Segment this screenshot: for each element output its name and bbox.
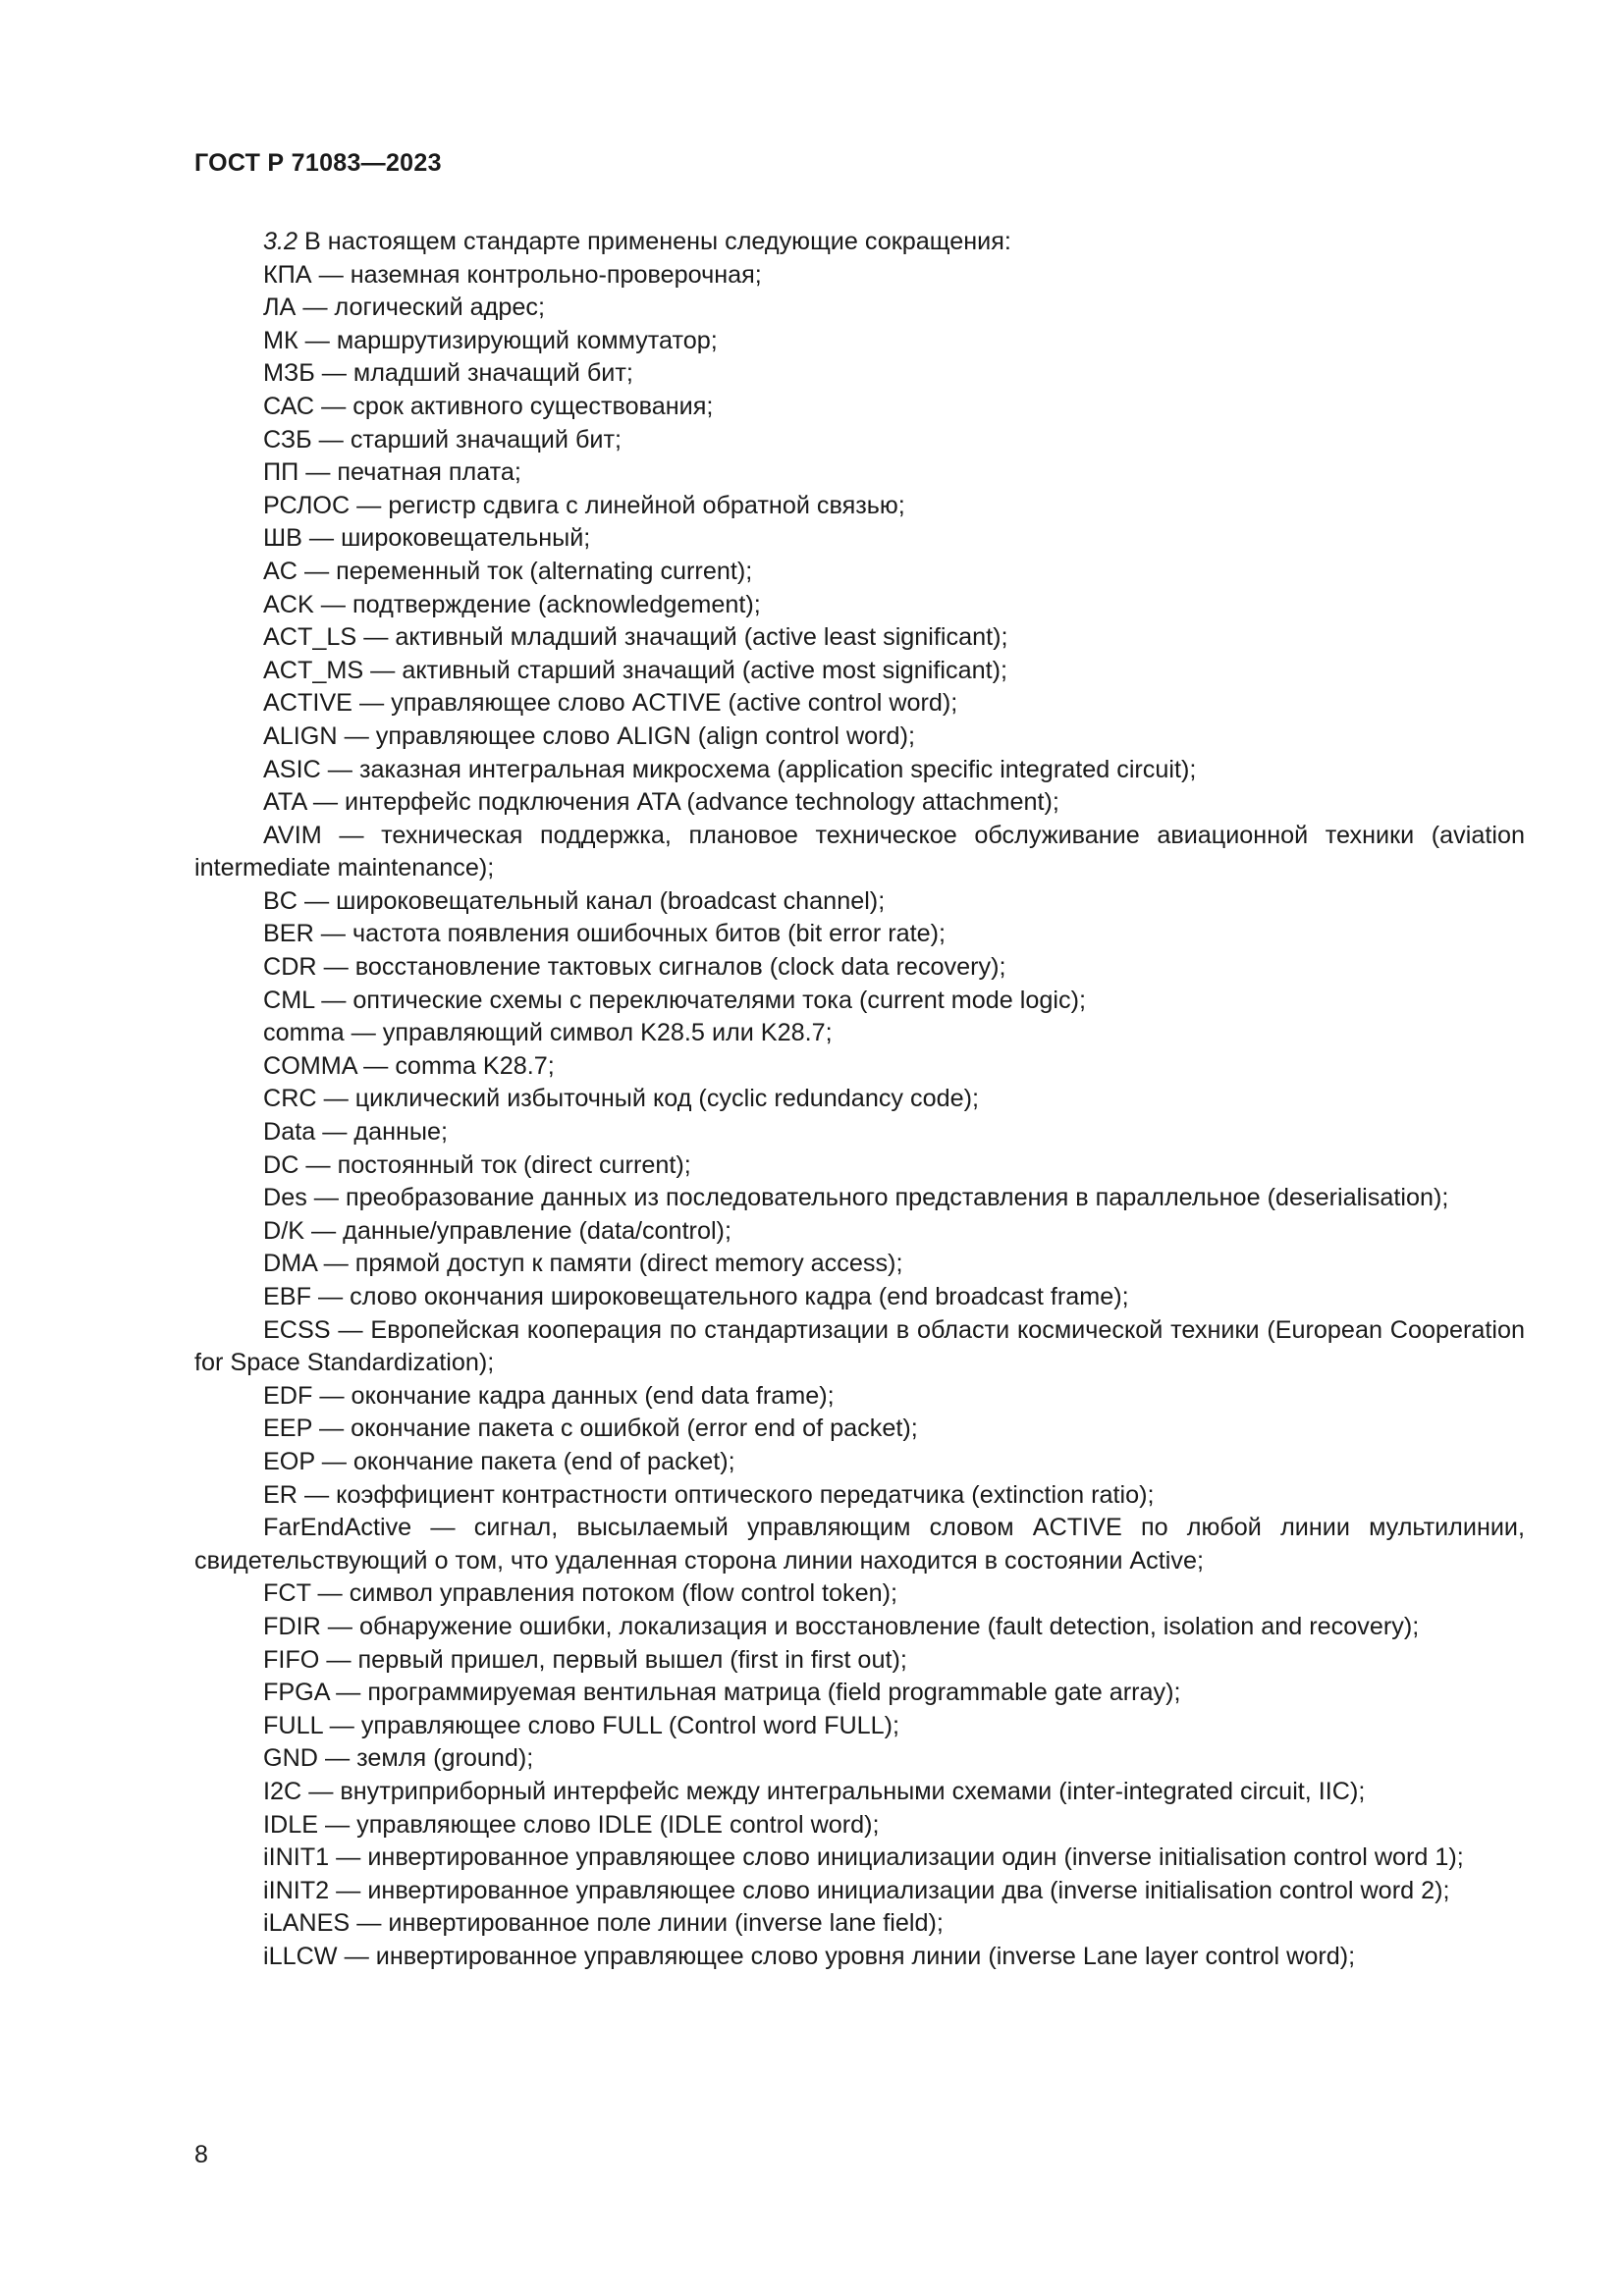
- abbreviation-entry: ECSS — Европейская кооперация по стандартизации в области космической техники (European Cooperation for Space Standardization);: [194, 1315, 1525, 1377]
- abbreviation-entry: МК — маршрутизирующий коммутатор;: [263, 326, 718, 354]
- abbreviation-entry: ЛА — логический адрес;: [263, 294, 545, 322]
- abbreviation-entry: EBF — слово окончания широковещательного кадра (end broadcast frame);: [263, 1283, 1129, 1310]
- abbreviation-list: [194, 259, 1525, 1974]
- abbreviation-entry: ATA — интерфейс подключения ATA (advance technology attachment);: [263, 788, 1059, 817]
- abbreviation-entry: FULL — управляющее слово FULL (Control word FULL);: [263, 1711, 900, 1739]
- abbreviation-entry: EOP — окончание пакета (end of packet);: [263, 1447, 735, 1475]
- abbreviation-entry: I2C — внутриприборный интерфейс между интегральными схемами (inter-integrated circuit, IIC);: [263, 1777, 1366, 1805]
- abbreviation-entry: D/K — данные/управление (data/control);: [263, 1216, 731, 1245]
- abbreviation-entry: ACT_LS — активный младший значащий (active least significant);: [263, 623, 1008, 652]
- abbreviation-entry: iINIT1 — инвертированное управляющее слово инициализации один (inverse initialisation control word 1);: [263, 1843, 1464, 1872]
- document-header: ГОСТ Р 71083—2023: [194, 149, 442, 177]
- abbreviation-entry: AC — переменный ток (alternating current);: [263, 557, 753, 585]
- section-number: 3.2: [263, 228, 298, 255]
- abbreviation-entry: EDF — окончание кадра данных (end data frame);: [263, 1381, 835, 1410]
- abbreviation-entry: BC — широковещательный канал (broadcast channel);: [263, 886, 886, 915]
- abbreviation-entry: ASIC — заказная интегральная микросхема (application specific integrated circuit);: [263, 755, 1197, 783]
- abbreviation-entry: CRC — циклический избыточный код (cyclic redundancy code);: [263, 1085, 980, 1113]
- abbreviation-entry: IDLE — управляющее слово IDLE (IDLE control word);: [263, 1810, 880, 1839]
- abbreviation-entry: КПА — наземная контрольно-проверочная;: [263, 260, 762, 289]
- abbreviation-entry: FDIR — обнаружение ошибки, локализация и восстановление (fault detection, isolation and recovery);: [263, 1612, 1420, 1640]
- abbreviation-entry: Des — преобразование данных из последовательного представления в параллельное (deserialisation);: [263, 1184, 1449, 1212]
- abbreviation-entry: CDR — восстановление тактовых сигналов (clock data recovery);: [263, 953, 1006, 982]
- abbreviation-entry: FarEndActive — сигнал, высылаемый управляющим словом ACTIVE по любой линии мультилинии, свидетельствующий о том, что удаленная сторона линии находится в состоянии Active;: [194, 1514, 1525, 1575]
- abbreviation-entry: FPGA — программируемая вентильная матрица (field programmable gate array);: [263, 1679, 1181, 1707]
- abbreviation-entry: comma — управляющий символ K28.5 или K28.7;: [263, 1019, 833, 1047]
- abbreviation-entry: САС — срок активного существования;: [263, 392, 714, 420]
- abbreviation-entry: iLLCW — инвертированное управляющее слово уровня линии (inverse Lane layer control word);: [263, 1942, 1356, 1970]
- abbreviation-entry: iINIT2 — инвертированное управляющее слово инициализации два (inverse initialisation control word 2);: [263, 1876, 1450, 1904]
- abbreviation-entry: FCT — символ управления потоком (flow control token);: [263, 1579, 898, 1608]
- section-intro: [194, 226, 1525, 259]
- abbreviation-entry: COMMA — comma K28.7;: [263, 1051, 555, 1080]
- abbreviation-entry: МЗБ — младший значащий бит;: [263, 359, 633, 388]
- abbreviation-entry: ACK — подтверждение (acknowledgement);: [263, 590, 761, 618]
- abbreviation-entry: GND — земля (ground);: [263, 1744, 534, 1773]
- abbreviation-entry: СЗБ — старший значащий бит;: [263, 425, 622, 454]
- page-number: 8: [194, 2141, 208, 2168]
- abbreviation-entry: CML — оптические схемы с переключателями тока (current mode logic);: [263, 986, 1086, 1014]
- abbreviation-entry: EEP — окончание пакета с ошибкой (error end of packet);: [263, 1415, 918, 1443]
- abbreviation-entry: ACT_MS — активный старший значащий (active most significant);: [263, 656, 1007, 684]
- abbreviations-section: [194, 226, 1525, 1973]
- abbreviation-entry: AVIM — техническая поддержка, плановое техническое обслуживание авиационной техники (aviation intermediate maintenance);: [194, 821, 1525, 882]
- abbreviation-entry: ШВ — широковещательный;: [263, 524, 591, 553]
- abbreviation-entry: ПП — печатная плата;: [263, 458, 521, 487]
- abbreviation-entry: ER — коэффициент контрастности оптического передатчика (extinction ratio);: [263, 1480, 1155, 1509]
- abbreviation-entry: iLANES — инвертированное поле линии (inverse lane field);: [263, 1909, 944, 1938]
- abbreviation-entry: ALIGN — управляющее слово ALIGN (align control word);: [263, 721, 915, 750]
- section-intro-text: В настоящем стандарте применены следующие сокращения:: [298, 228, 1011, 255]
- abbreviation-entry: РСЛОС — регистр сдвига с линейной обратной связью;: [263, 491, 905, 519]
- abbreviation-entry: BER — частота появления ошибочных битов (bit error rate);: [263, 920, 947, 948]
- abbreviation-entry: DMA — прямой доступ к памяти (direct memory access);: [263, 1250, 903, 1278]
- abbreviation-entry: ACTIVE — управляющее слово ACTIVE (active control word);: [263, 689, 958, 718]
- abbreviation-entry: FIFO — первый пришел, первый вышел (first in first out);: [263, 1645, 907, 1674]
- abbreviation-entry: Data — данные;: [263, 1118, 449, 1147]
- abbreviation-entry: DC — постоянный ток (direct current);: [263, 1150, 691, 1179]
